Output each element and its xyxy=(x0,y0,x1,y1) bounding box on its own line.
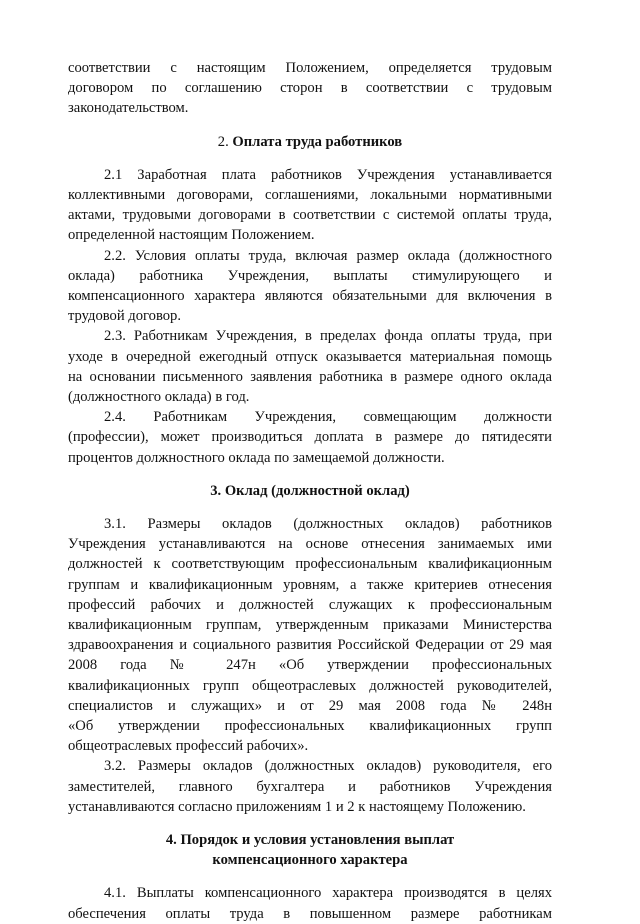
text-line: квалификационным группам, утвержденным приказами Министерства xyxy=(68,617,552,633)
text-line: специалистов и служащих» и от 29 мая 2008 года № 248н xyxy=(68,698,552,714)
text-line: на основании письменного заявления работника в размере одного оклада xyxy=(68,369,552,385)
text-line: 2.2. Условия оплаты труда, включая размер оклада (должностного xyxy=(104,248,552,264)
text-line: 4.1. Выплаты компенсационного характера производятся в целях xyxy=(104,885,552,901)
section-heading: 4. Порядок и условия установления выплат xyxy=(165,832,455,848)
text-line: «Об утверждении профессиональных квалификационных групп xyxy=(68,718,552,734)
text-line: квалификационных групп общеотраслевых должностей руководителей, xyxy=(68,678,552,694)
text-line: трудовой договор. xyxy=(68,308,181,324)
section-heading xyxy=(68,132,552,152)
text-line: 3.1. Размеры окладов (должностных окладов) работников xyxy=(104,516,552,532)
text-line: уходе в очередной ежегодный отпуск оказывается материальная помощь xyxy=(68,349,552,365)
text-line: группам и квалификационным уровням, а также критериев отнесения xyxy=(68,577,552,593)
text-line: профессий рабочих и должностей служащих к профессиональным xyxy=(68,597,552,613)
text-line: устанавливаются согласно приложениям 1 и 2 к настоящему Положению. xyxy=(68,799,526,815)
text-line: здравоохранения и социального развития Российской Федерации от 29 мая xyxy=(68,637,552,653)
text-line: 2.1 Заработная плата работников Учреждения устанавливается xyxy=(104,167,552,183)
text-line: 2.4. Работникам Учреждения, совмещающим должности xyxy=(104,409,552,425)
section-title: Оплата труда работников xyxy=(232,134,403,150)
text-line: 2008 года № 247н «Об утверждении профессиональных xyxy=(68,657,552,673)
text-line: оклада) работника Учреждения, выплаты стимулирующего и xyxy=(68,268,552,284)
text-line: должностей к соответствующим профессиональным квалификационным xyxy=(68,556,552,572)
text-line: законодательством. xyxy=(68,100,189,116)
text-line: (должностного оклада) в год. xyxy=(68,389,250,405)
text-line: соответствии с настоящим Положением, определяется трудовым xyxy=(68,60,552,76)
text-line: процентов должностного оклада по замещаемой должности. xyxy=(68,450,445,466)
text-line: 3.2. Размеры окладов (должностных окладов) руководителя, его xyxy=(104,758,552,774)
section-heading: 3. Оклад (должностной оклад) xyxy=(210,483,410,499)
text-line: общеотраслевых профессий рабочих». xyxy=(68,738,309,754)
text-line: актами, трудовыми договорами в соответствии с системой оплаты труда, xyxy=(68,207,552,223)
text-line: 2.3. Работникам Учреждения, в пределах фонда оплаты труда, при xyxy=(104,328,552,344)
text-line: Учреждения устанавливаются на основе отнесения занимаемых ими xyxy=(68,536,552,552)
text-line: договором по соглашению сторон в соответствии с трудовым xyxy=(68,80,552,96)
text-line: коллективными договорами, соглашениями, локальными нормативными xyxy=(68,187,552,203)
section-heading: компенсационного характера xyxy=(212,852,408,868)
text-line: (профессии), может производиться доплата в размере до пятидесяти xyxy=(68,429,552,445)
text-line: определенной настоящим Положением. xyxy=(68,227,315,243)
text-line: компенсационного характера являются обязательными для включения в xyxy=(68,288,552,304)
section-number: 2. xyxy=(217,134,229,150)
text-line: обеспечения оплаты труда в повышенном размере работникам xyxy=(68,906,552,922)
text-line: заместителей, главного бухгалтера и работников Учреждения xyxy=(68,779,552,795)
